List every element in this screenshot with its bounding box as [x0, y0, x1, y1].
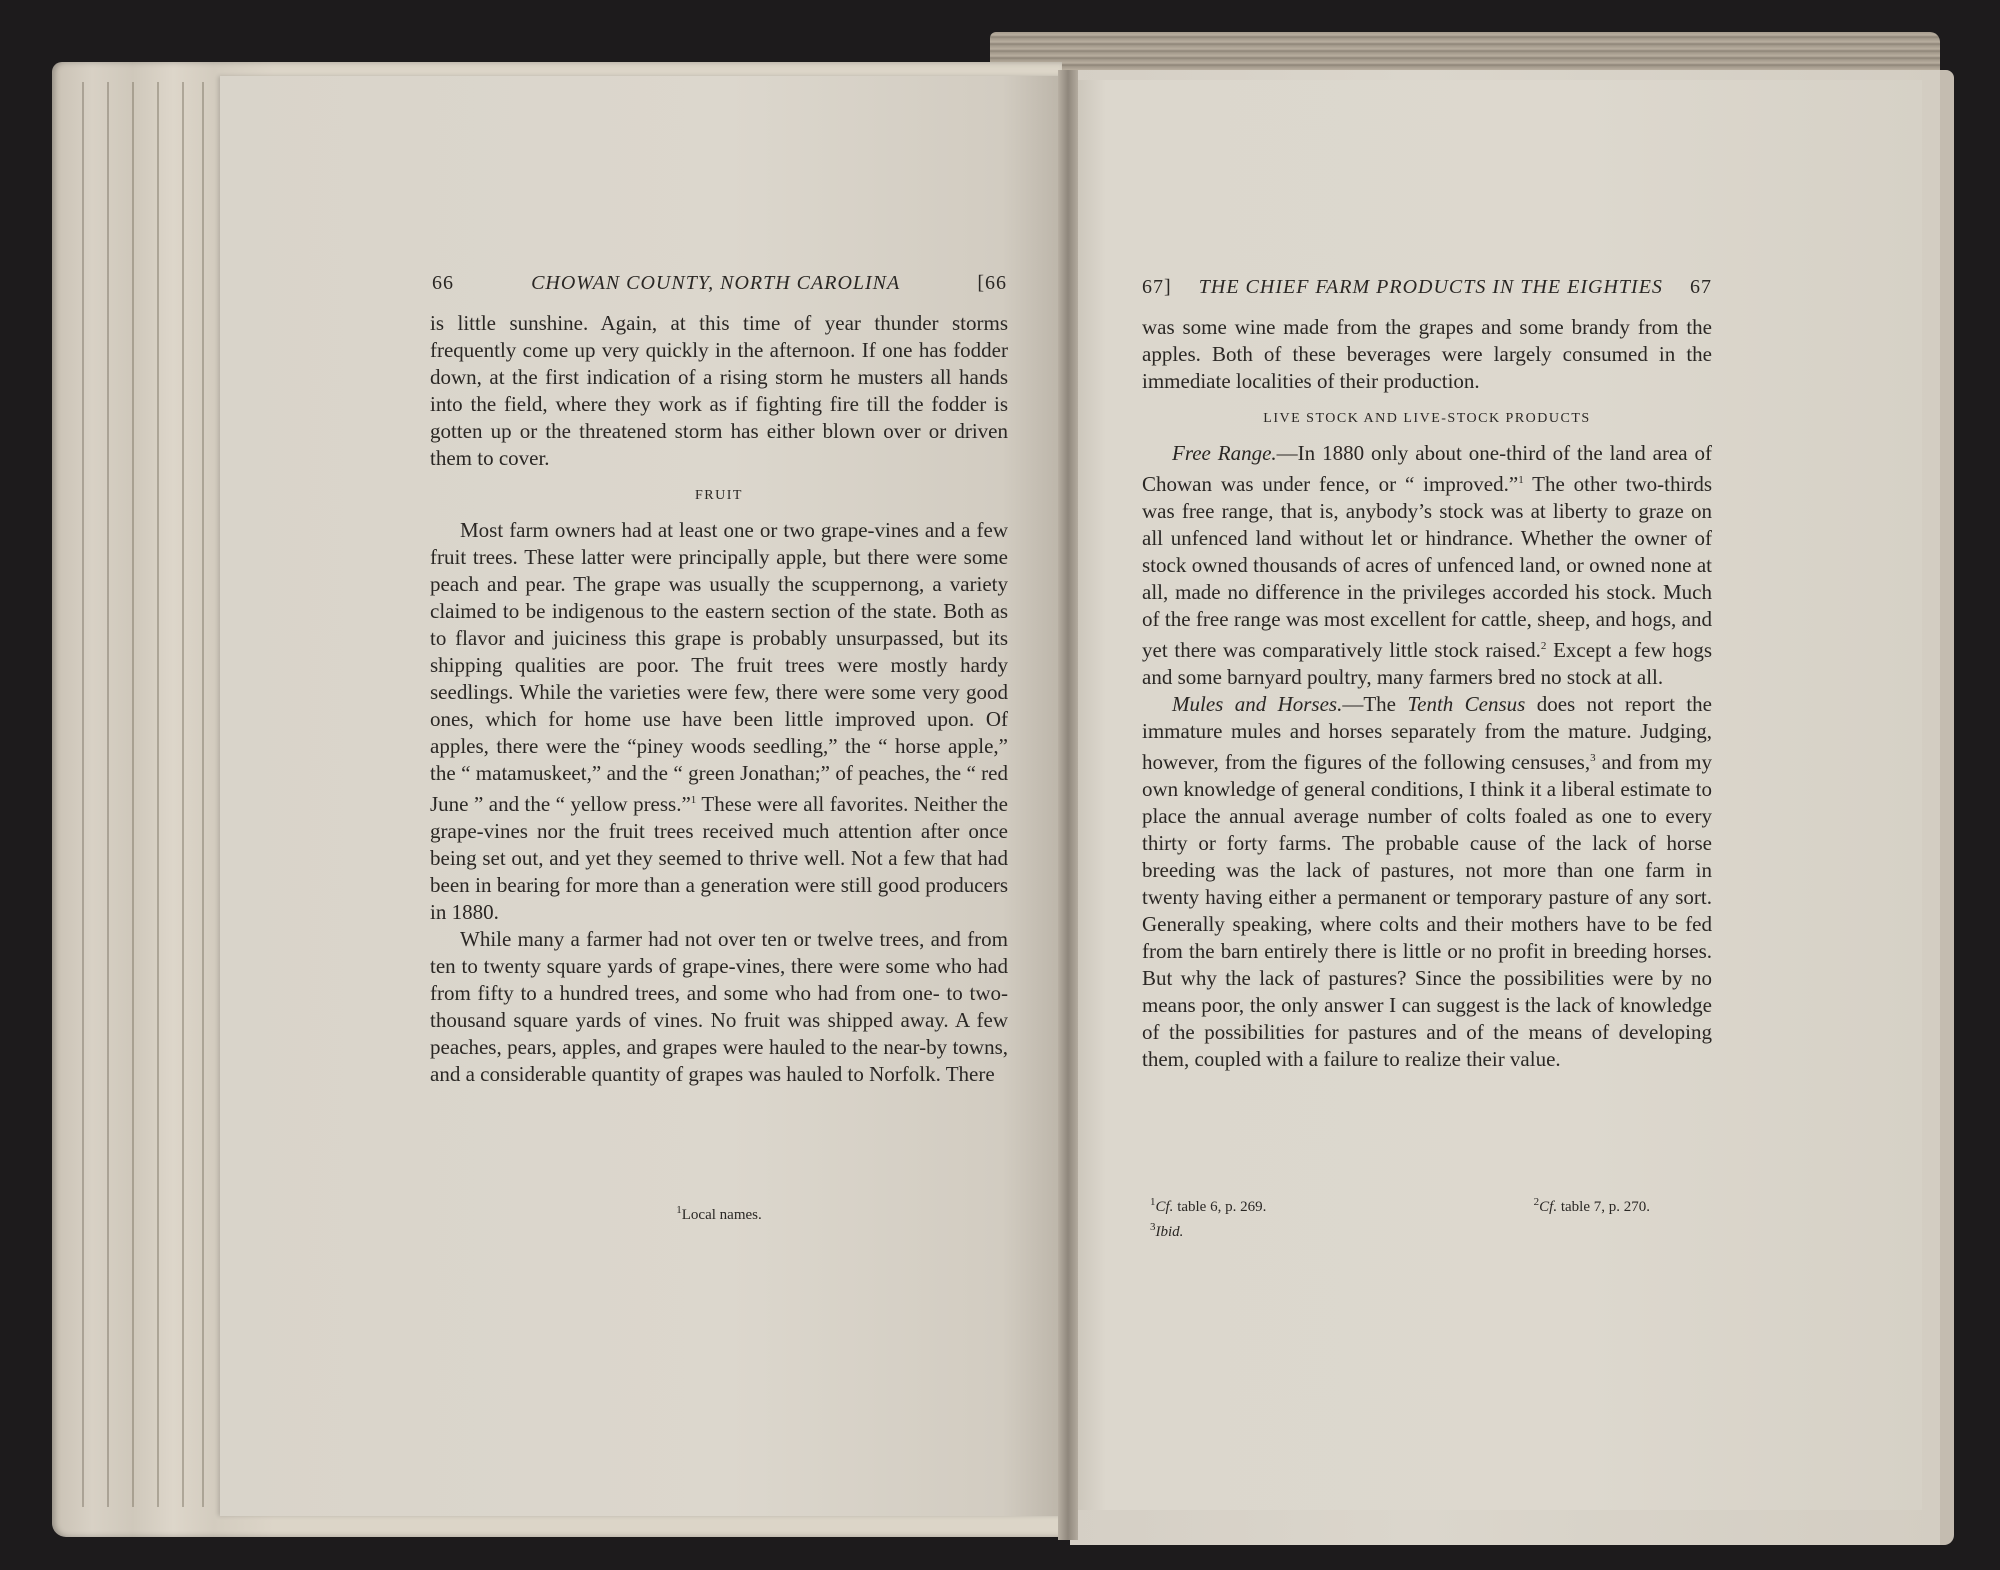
- mules-paragraph: [1142, 691, 1712, 1073]
- book-gutter: [1058, 70, 1078, 1540]
- footnote-ref-1: 1: [1518, 474, 1524, 486]
- free-range-text-a: —In 1880 only about one-third of the land area of Chowan was under fence, or “ improved.”: [1142, 441, 1712, 496]
- right-footnotes: [1150, 1192, 1650, 1242]
- left-body: [430, 310, 1008, 1088]
- right-page-number: 67: [1690, 276, 1712, 298]
- fruit-paragraph-1: [430, 517, 1008, 926]
- right-running-title: THE CHIEF FARM PRODUCTS IN THE EIGHTIES: [1198, 276, 1663, 298]
- fruit-paragraph-2: While many a farmer had not over ten or twelve trees, and from ten to twenty square yards of grape-vines, there were some who had from fifty to a hundred trees, and some who had from one- to two-thousand square yards of vines. No fruit was shipped away. A few peaches, pears, apples, and grapes were hauled to the near-by towns, and a considerable quantity of grapes was hauled to Norfolk. There: [430, 927, 1008, 1086]
- mules-text-c: and from my own knowledge of general conditions, I think it a liberal estimate to place the annual average number of colts foaled as one to every thirty or forty farms. The probable cause of the lack of horse breeding was the lack of pastures, not more than one farm in twenty having either a permanent or temporary pasture of any sort. Generally speaking, where colts and their mothers have to be fed from the barn entirely there is little or no profit in breeding horses. But why the lack of pastures? Since the possibilities were by no means poor, the only answer I can suggest is the lack of knowledge of the possibilities for pastures and of the means of developing them, coupled with a failure to realize their value.: [1142, 750, 1712, 1071]
- footnote-ref-3: 3: [1590, 752, 1596, 764]
- right-footnote-1-text: table 6, p. 269.: [1173, 1199, 1267, 1215]
- right-footnote-1-cf: Cf.: [1155, 1199, 1174, 1215]
- left-running-head: [432, 272, 1007, 295]
- right-bracket-number: 67]: [1142, 276, 1172, 298]
- right-running-head: [1142, 276, 1712, 299]
- right-footnote-1-mark: 1: [1150, 1196, 1156, 1208]
- right-footnote-2-text: table 7, p. 270.: [1557, 1199, 1650, 1215]
- free-range-label: Free Range.: [1172, 441, 1277, 465]
- mules-label: Mules and Horses.: [1172, 692, 1343, 716]
- left-footnote-mark: 1: [676, 1204, 682, 1216]
- live-stock-heading: LIVE STOCK AND LIVE-STOCK PRODUCTS: [1263, 411, 1591, 426]
- right-footnote-2: [1534, 1192, 1650, 1217]
- left-bracket-number: [66: [977, 272, 1007, 294]
- footnote-ref-2: 2: [1540, 640, 1547, 652]
- right-footnote-2-mark: 2: [1533, 1196, 1540, 1208]
- tenth-census: Tenth Census: [1407, 692, 1526, 716]
- right-footnote-2-cf: Cf.: [1539, 1199, 1558, 1215]
- free-range-text-b: The other two-thirds was free range, that is, anybody’s stock was at liberty to graze on all unfenced land without let or hindrance. Whether the owner of stock owned thousands of acres of unfenced land, or owned none at all, made no difference in the privileges accorded his stock. Much of the free range was most excellent for cattle, sheep, and hogs, and yet there was comparatively little stock raised.: [1142, 472, 1713, 662]
- right-intro-paragraph: was some wine made from the grapes and some brandy from the apples. Both of these beverages were largely consumed in the immediate localities of their production.: [1142, 315, 1712, 393]
- right-footnote-1: [1150, 1192, 1266, 1217]
- fruit-paragraph-1-end: These were all favorites. Neither the grape-vines nor the fruit trees received much attention after once being set out, and yet they seemed to thrive well. Not a few that had been in bearing for more than a generation were still good producers in 1880.: [430, 792, 1008, 924]
- left-intro-paragraph: is little sunshine. Again, at this time of year thunder storms frequently come up very quickly in the afternoon. If one has fodder down, at the first indication of a rising storm he musters all hands into the field, where they work as if fighting fire till the fodder is gotten up or the threatened storm has either blown over or driven them to cover.: [430, 311, 1008, 470]
- mules-text-b: does not report the immature mules and horses separately from the mature. Judging, however, from the figures of the following censuses,: [1142, 692, 1712, 774]
- free-range-text-c: Except a few hogs and some barnyard poultry, many farmers bred no stock at all.: [1142, 638, 1712, 689]
- right-footnote-3: [1150, 1217, 1650, 1242]
- right-footnote-3-mark: 3: [1150, 1221, 1156, 1233]
- fruit-heading: FRUIT: [695, 488, 743, 503]
- left-footnotes: [430, 1200, 1008, 1225]
- right-footnote-3-ibid: Ibid.: [1155, 1224, 1184, 1240]
- left-running-title: CHOWAN COUNTY, NORTH CAROLINA: [531, 272, 901, 294]
- footnote-ref-1: 1: [690, 794, 697, 806]
- fruit-paragraph-1-text: Most farm owners had at least one or two grape-vines and a few fruit trees. These latter were principally apple, but there were some peach and pear. The grape was usually the scuppernong, a variety claimed to be indigenous to the eastern section of the state. Both as to flavor and juiciness this grape is probably unsurpassed, but its shipping qualities are poor. The fruit trees were mostly hardy seedlings. While the varieties were few, there were some very good ones, which for home use have been little improved upon. Of apples, there were the “piney woods seedling,” the “ horse apple,” the “ matamuskeet,” and the “ green Jonathan;” of peaches, the “ red June ” and the “ yellow press.”: [430, 518, 1008, 816]
- left-page-number: 66: [432, 272, 454, 294]
- left-footnote-text: Local names.: [681, 1207, 762, 1223]
- free-range-paragraph: [1142, 440, 1712, 691]
- mules-text-a: —The: [1342, 692, 1408, 716]
- right-body: [1142, 314, 1712, 1073]
